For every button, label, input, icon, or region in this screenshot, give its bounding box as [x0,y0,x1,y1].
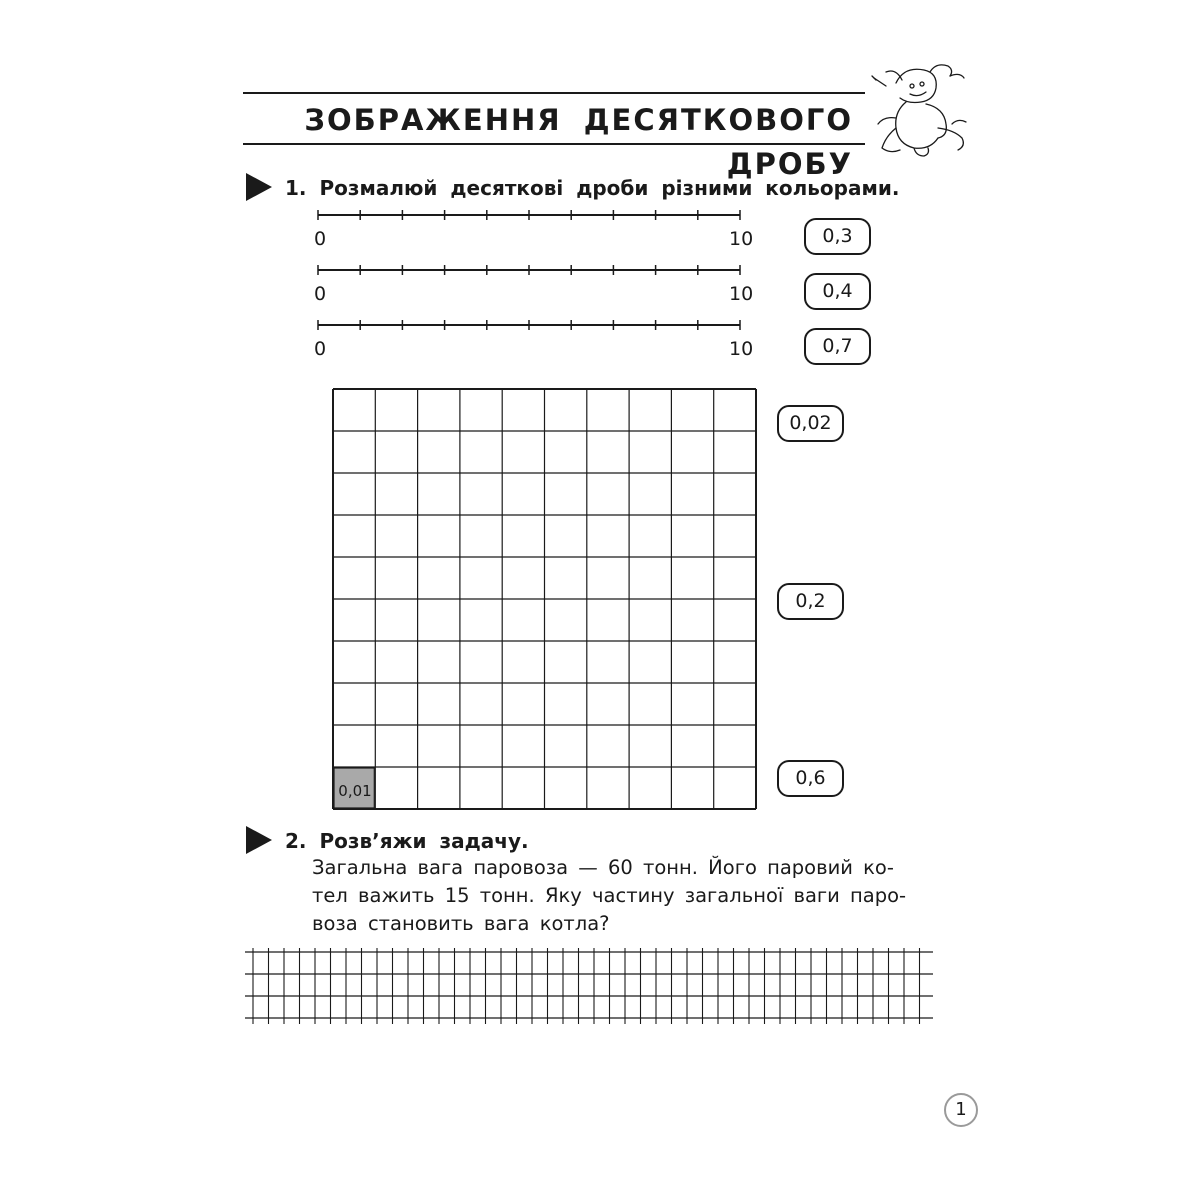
ruler1-start-label: 0 [314,228,327,250]
ruler2-fraction-badge: 0,4 [804,273,871,310]
ruler3-end-label: 10 [729,338,754,360]
ruler-1 [318,210,740,220]
task1-arrow-icon [246,173,272,201]
page-title: ЗОБРАЖЕННЯ ДЕСЯТКОВОГО ДРОБУ [304,103,853,181]
ruler3-fraction-badge: 0,7 [804,328,871,365]
title-rule-bottom [243,143,865,145]
ruler2-end-label: 10 [729,283,754,305]
task2-line-1: Загальна вага паровоза — 60 тонн. Його паровий ко- [312,856,894,879]
title-rule-top [243,92,865,94]
hundred-grid [330,386,760,812]
grid-fraction-badge-2: 0,2 [777,583,844,620]
ruler-2 [318,265,740,275]
ruler2-start-label: 0 [314,283,327,305]
ruler1-fraction-badge: 0,3 [804,218,871,255]
ruler1-end-label: 10 [729,228,754,250]
page-number: 1 [944,1093,978,1127]
task2-line-2: тел важить 15 тонн. Яку частину загальної ваги паро- [312,884,907,907]
task2-line-3: воза становить вага котла? [312,912,610,935]
task2-arrow-icon [246,826,272,854]
grid-fraction-badge-3: 0,6 [777,760,844,797]
number-rulers [310,200,750,340]
task1-heading: 1. Розмалюй десяткові дроби різними кольорами. [285,176,900,200]
task2-heading: 2. Розв’яжи задачу. [285,829,529,853]
ruler3-start-label: 0 [314,338,327,360]
answer-grid [245,948,935,1028]
task2-problem-text [312,854,906,938]
ruler-3 [318,320,740,330]
filled-cell-label: 0,01 [338,782,372,800]
grid-fraction-badge-1: 0,02 [777,405,844,442]
dragon-mascot-icon [866,58,976,163]
